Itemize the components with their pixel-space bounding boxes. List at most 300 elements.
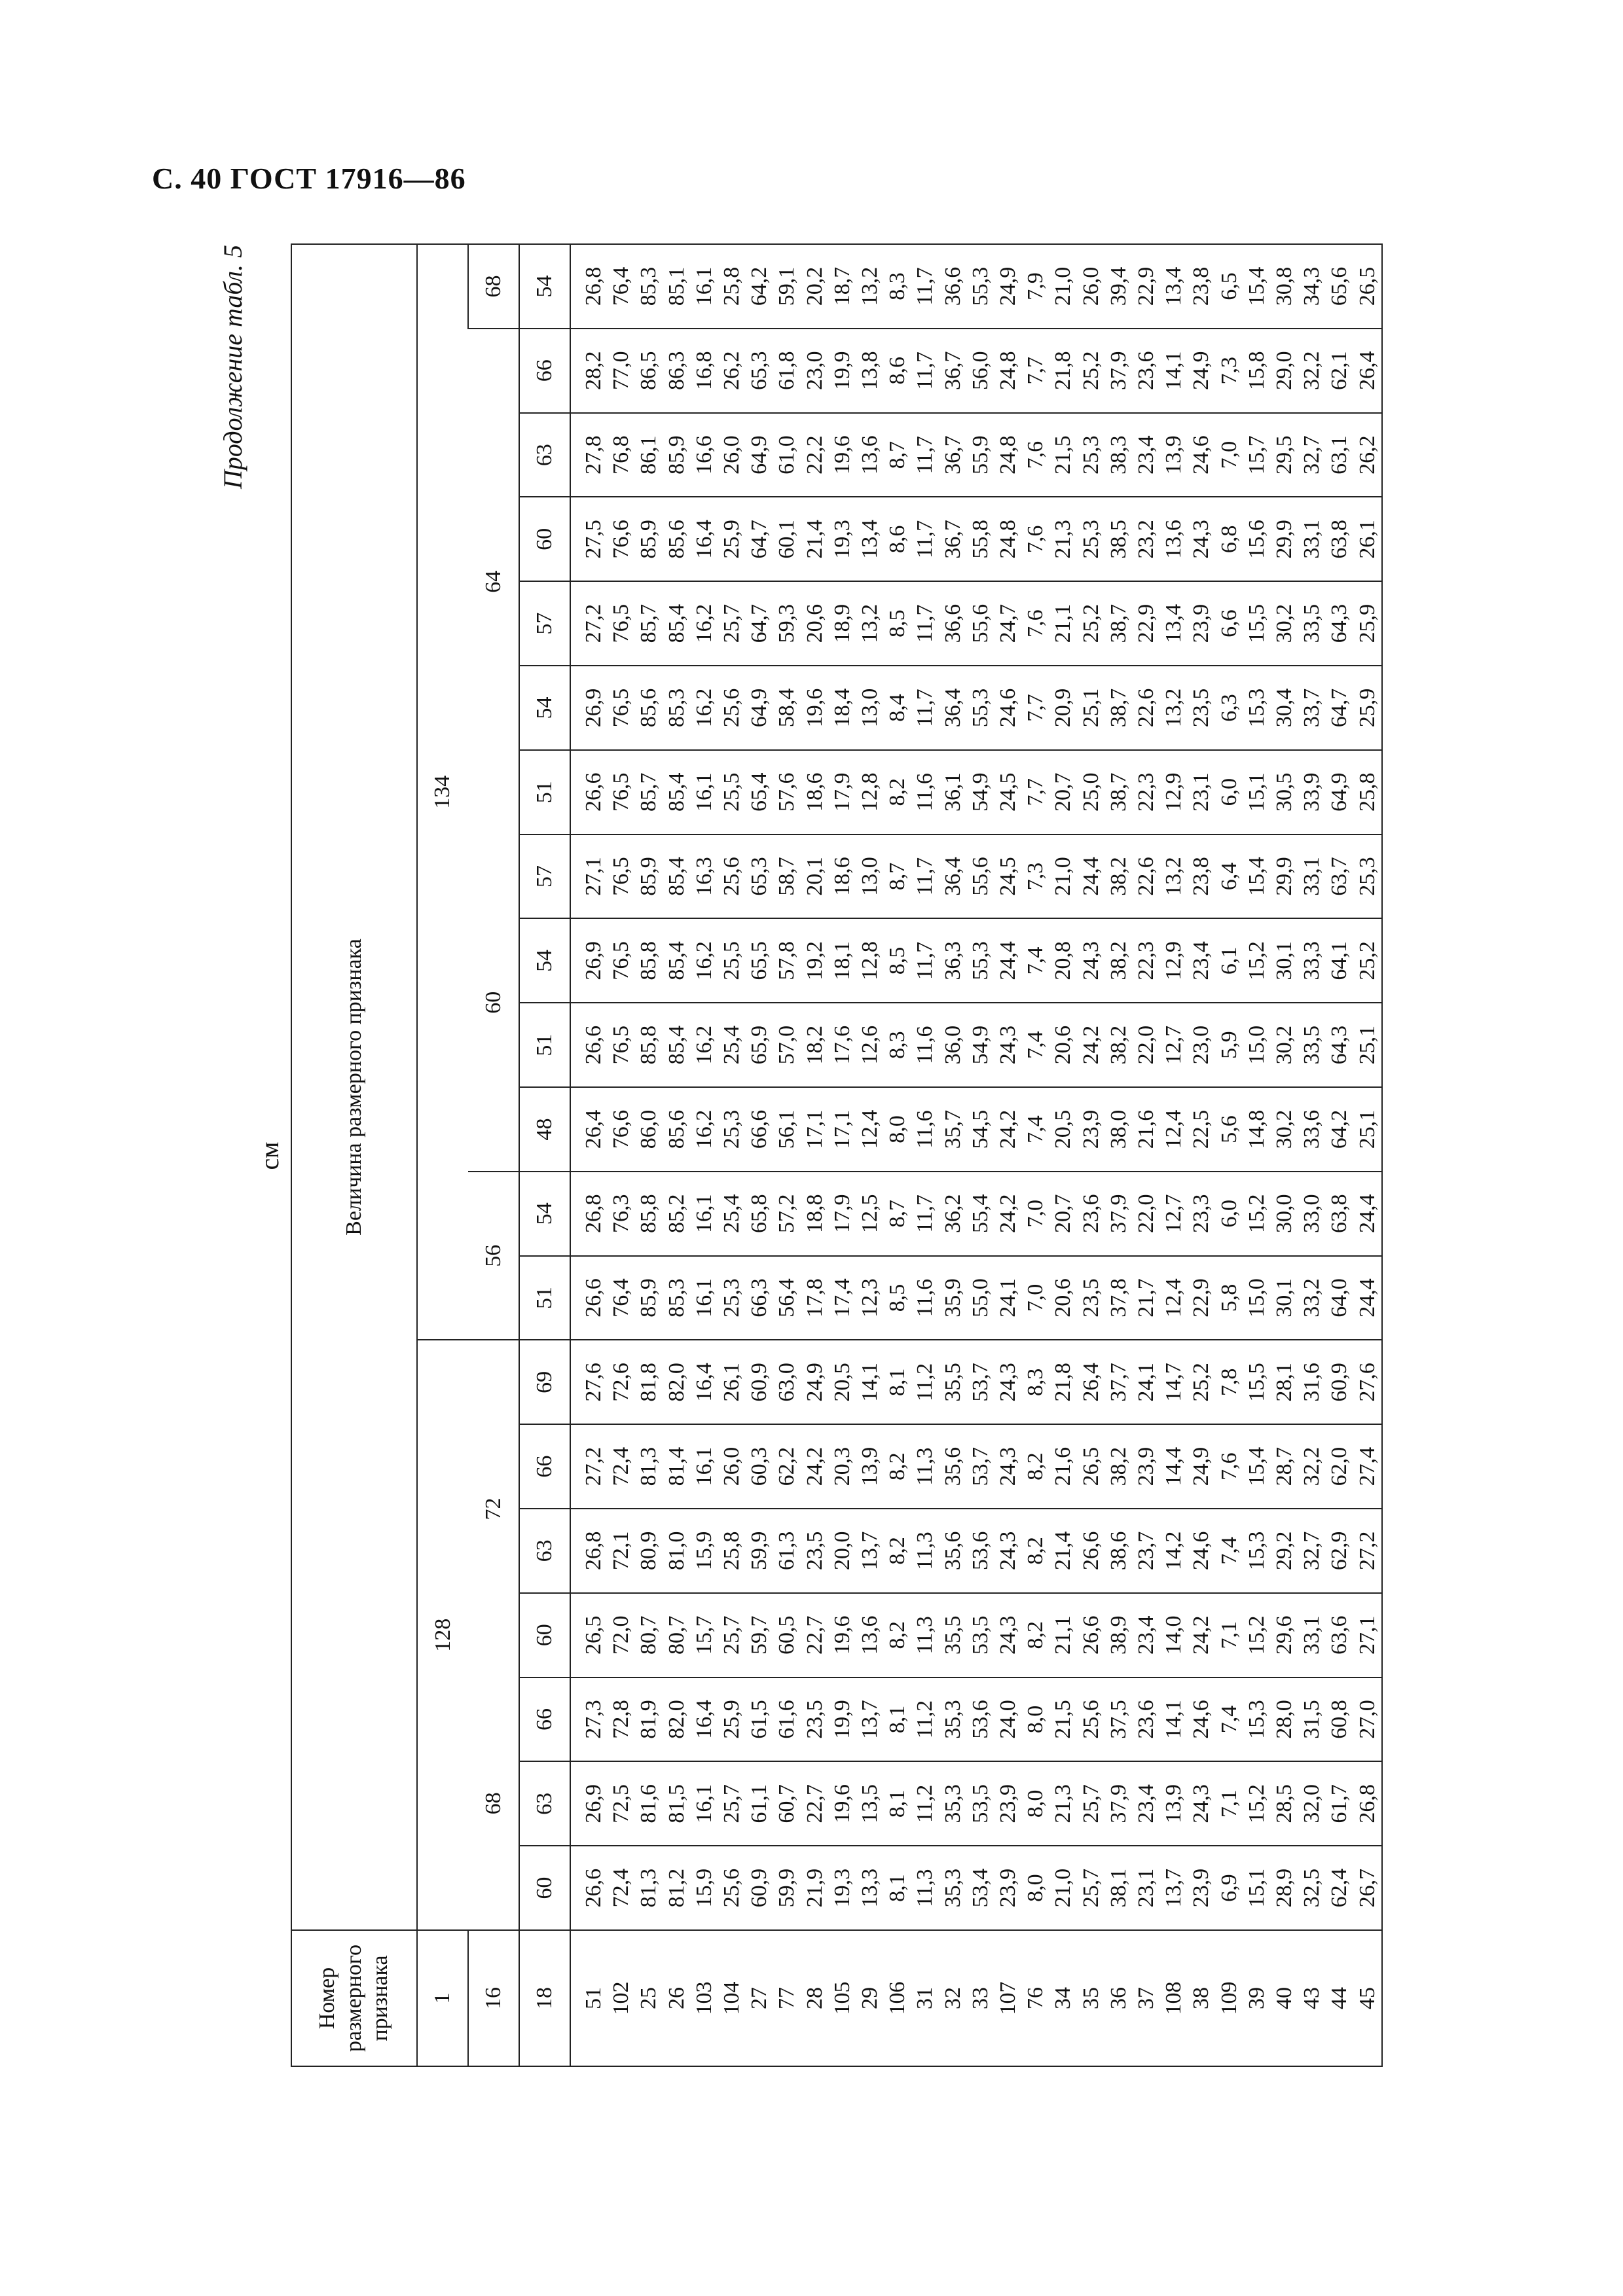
table-cell: 86,3 (664, 351, 689, 391)
table-cell: 76,4 (609, 1278, 634, 1318)
table-cell: 20,7 (1051, 1194, 1076, 1233)
row-id: 108 (1161, 1981, 1186, 2015)
table-cell: 25,7 (1078, 1784, 1103, 1823)
table-cell: 22,9 (1134, 266, 1159, 306)
table-cell: 36,7 (940, 351, 965, 391)
table-cell: 13,9 (1161, 1784, 1186, 1823)
table-cell: 23,9 (996, 1784, 1021, 1823)
table-cell: 26,4 (1355, 351, 1379, 391)
header-cell: 16 (468, 1930, 519, 2066)
table-cell: 15,1 (1244, 772, 1269, 812)
table-cell: 23,9 (996, 1868, 1021, 1908)
table-cell: 16,4 (691, 1363, 716, 1402)
table-cell: 20,0 (830, 1531, 854, 1571)
value-column (570, 1087, 1382, 1172)
table-cell: 61,7 (1327, 1784, 1352, 1823)
table-cell: 21,1 (1051, 603, 1076, 643)
table-cell: 7,4 (1023, 946, 1048, 975)
value-label: Величина размерного признака (291, 244, 417, 1930)
table-cell: 55,3 (968, 688, 993, 728)
table-cell: 66,6 (747, 1109, 772, 1149)
table-cell: 15,2 (1244, 941, 1269, 980)
table-cell: 38,0 (1106, 1109, 1131, 1149)
table-cell: 85,9 (636, 1278, 661, 1318)
table-cell: 24,4 (1355, 1194, 1379, 1233)
table-cell: 15,2 (1244, 1615, 1269, 1655)
table-cell: 28,2 (581, 351, 606, 391)
table-cell: 27,2 (581, 1446, 606, 1486)
table-cell: 22,6 (1134, 688, 1159, 728)
table-cell: 38,2 (1106, 857, 1131, 896)
table-cell: 35,6 (940, 1531, 965, 1571)
table-cell: 57,2 (775, 1194, 799, 1233)
table-cell: 35,5 (940, 1363, 965, 1402)
table-cell: 54,5 (968, 1109, 993, 1149)
table-cell: 19,9 (830, 1700, 854, 1739)
table-cell: 5,8 (1216, 1283, 1241, 1312)
table-cell: 8,2 (885, 1621, 910, 1649)
table-cell: 15,5 (1244, 1363, 1269, 1402)
table-cell: 60,9 (747, 1868, 772, 1908)
row-id: 39 (1244, 1987, 1269, 2009)
table-cell: 36,1 (940, 772, 965, 812)
table-cell: 24,6 (1189, 435, 1214, 475)
table-cell: 80,9 (636, 1531, 661, 1571)
table-cell: 24,3 (996, 1025, 1021, 1065)
table-cell: 18,9 (830, 603, 854, 643)
table-cell: 19,2 (802, 941, 827, 980)
table-cell: 15,0 (1244, 1025, 1269, 1065)
table-cell: 21,8 (1051, 1363, 1076, 1402)
row-id: 26 (664, 1987, 689, 2009)
table-cell: 26,0 (720, 435, 744, 475)
table-cell: 12,4 (858, 1109, 883, 1149)
table-cell: 8,3 (885, 272, 910, 300)
value-column (570, 1424, 1382, 1509)
table-cell: 55,0 (968, 1278, 993, 1318)
table-cell: 64,9 (747, 435, 772, 475)
table-cell: 36,6 (940, 603, 965, 643)
value-column (570, 1256, 1382, 1340)
table-cell: 32,2 (1300, 351, 1324, 391)
table-cell: 22,3 (1134, 772, 1159, 812)
table-cell: 64,3 (1327, 1025, 1352, 1065)
table-cell: 12,4 (1161, 1278, 1186, 1318)
table-cell: 16,2 (691, 688, 716, 728)
table-cell: 17,4 (830, 1278, 854, 1318)
table-cell: 82,0 (664, 1363, 689, 1402)
table-cell: 8,2 (1023, 1452, 1048, 1480)
table-cell: 81,5 (664, 1784, 689, 1823)
value-column (570, 1003, 1382, 1087)
table-cell: 63,1 (1327, 435, 1352, 475)
table-cell: 22,6 (1134, 857, 1159, 896)
column-header: 60 (519, 1593, 570, 1677)
table-cell: 57,0 (775, 1025, 799, 1065)
table-cell: 26,9 (581, 1784, 606, 1823)
table-cell: 55,6 (968, 857, 993, 896)
table-cell: 60,1 (775, 520, 799, 559)
value-column (570, 1761, 1382, 1846)
row-id: 109 (1216, 1981, 1241, 2015)
table-cell: 81,3 (636, 1446, 661, 1486)
table-cell: 26,8 (581, 266, 606, 306)
table-cell: 16,1 (691, 1446, 716, 1486)
table-cell: 17,1 (830, 1109, 854, 1149)
table-cell: 53,6 (968, 1700, 993, 1739)
table-cell: 85,3 (636, 266, 661, 306)
table-cell: 85,1 (664, 266, 689, 306)
table-cell: 15,2 (1244, 1784, 1269, 1823)
table-cell: 53,7 (968, 1446, 993, 1486)
table-cell: 14,1 (1161, 351, 1186, 391)
table-cell: 13,7 (858, 1700, 883, 1739)
table-cell: 13,8 (858, 351, 883, 391)
table-cell: 15,0 (1244, 1278, 1269, 1318)
table-cell: 24,9 (802, 1363, 827, 1402)
table-cell: 54,9 (968, 772, 993, 812)
table-cell: 28,9 (1272, 1868, 1297, 1908)
table-cell: 16,4 (691, 520, 716, 559)
table-cell: 13,2 (858, 266, 883, 306)
table-cell: 72,1 (609, 1531, 634, 1571)
table-cell: 20,1 (802, 857, 827, 896)
table-cell: 11,7 (913, 941, 938, 980)
value-column (570, 329, 1382, 413)
table-cell: 18,2 (802, 1025, 827, 1065)
table-cell: 33,0 (1300, 1194, 1324, 1233)
table-cell: 6,5 (1216, 272, 1241, 300)
table-cell: 22,2 (802, 435, 827, 475)
table-cell: 7,0 (1023, 1283, 1048, 1312)
table-cell: 24,4 (1078, 857, 1103, 896)
table-cell: 23,1 (1134, 1868, 1159, 1908)
table-cell: 24,6 (996, 688, 1021, 728)
table-cell: 8,7 (885, 440, 910, 469)
table-cell: 23,9 (1078, 1109, 1103, 1149)
table-cell: 8,7 (885, 862, 910, 891)
table-cell: 11,7 (913, 520, 938, 558)
table-cell: 76,5 (609, 941, 634, 980)
units-label: см (255, 1141, 284, 1170)
table-cell: 23,0 (1189, 1025, 1214, 1065)
table-cell: 33,5 (1300, 603, 1324, 643)
table-cell: 13,7 (1161, 1868, 1186, 1908)
table-cell: 22,9 (1134, 603, 1159, 643)
table-cell: 72,6 (609, 1363, 634, 1402)
table-cell: 8,2 (885, 1452, 910, 1480)
table-cell: 16,1 (691, 1784, 716, 1823)
row-id: 27 (747, 1987, 772, 2009)
table-cell: 11,7 (913, 267, 938, 306)
table-cell: 63,6 (1327, 1615, 1352, 1655)
table-cell: 16,1 (691, 266, 716, 306)
table-cell: 62,0 (1327, 1446, 1352, 1486)
table-cell: 60,8 (1327, 1700, 1352, 1739)
column-header: 54 (519, 1172, 570, 1256)
row-id: 32 (940, 1987, 965, 2009)
table-cell: 25,6 (720, 1868, 744, 1908)
column-header: 60 (519, 1846, 570, 1930)
table-cell: 25,7 (720, 1615, 744, 1655)
table-cell: 59,9 (775, 1868, 799, 1908)
row-id: 51 (581, 1987, 606, 2009)
table-cell: 23,5 (1189, 688, 1214, 728)
table-cell: 23,0 (802, 351, 827, 391)
table-cell: 14,1 (858, 1363, 883, 1402)
row-id: 102 (609, 1981, 634, 2015)
table-cell: 33,6 (1300, 1109, 1324, 1149)
header-cell: 1 (417, 1930, 468, 2066)
table-cell: 36,4 (940, 857, 965, 896)
table-cell: 21,6 (1051, 1446, 1076, 1486)
table-cell: 25,9 (1355, 603, 1379, 643)
row-id: 105 (830, 1981, 854, 2015)
table-cell: 13,6 (858, 435, 883, 475)
table-cell: 8,4 (885, 694, 910, 722)
table-cell: 18,6 (802, 772, 827, 812)
table-cell: 26,5 (1355, 266, 1379, 306)
table-cell: 8,5 (885, 609, 910, 637)
table-cell: 14,8 (1244, 1109, 1269, 1149)
table-cell: 24,3 (1189, 1784, 1214, 1823)
table-cell: 6,3 (1216, 694, 1241, 722)
table-cell: 18,6 (830, 857, 854, 896)
table-cell: 7,8 (1216, 1368, 1241, 1397)
column-header: 60 (519, 497, 570, 581)
table-cell: 72,4 (609, 1868, 634, 1908)
table-cell: 19,6 (830, 1784, 854, 1823)
table-cell: 5,9 (1216, 1031, 1241, 1059)
table-cell: 23,8 (1189, 857, 1214, 896)
table-cell: 17,1 (802, 1109, 827, 1149)
table-cell: 17,9 (830, 1194, 854, 1233)
table-cell: 23,6 (1134, 1700, 1159, 1739)
table-cell: 22,7 (802, 1615, 827, 1655)
table-cell: 24,5 (996, 857, 1021, 896)
table-cell: 11,2 (913, 1363, 938, 1401)
column-header: 66 (519, 1677, 570, 1762)
table-cell: 13,0 (858, 857, 883, 896)
table-cell: 53,5 (968, 1784, 993, 1823)
table-cell: 86,0 (636, 1109, 661, 1149)
table-cell: 38,7 (1106, 772, 1131, 812)
table-cell: 24,9 (996, 266, 1021, 306)
value-column (570, 1509, 1382, 1593)
table-cell: 17,9 (830, 772, 854, 812)
table-cell: 61,5 (747, 1700, 772, 1739)
table-cell: 16,1 (691, 1278, 716, 1318)
table-cell: 8,3 (885, 1031, 910, 1059)
table-cell: 26,6 (581, 772, 606, 812)
table-cell: 86,1 (636, 435, 661, 475)
table-cell: 24,3 (996, 1615, 1021, 1655)
table-cell: 80,7 (636, 1615, 661, 1655)
table-cell: 26,6 (1078, 1615, 1103, 1655)
table-cell: 32,5 (1300, 1868, 1324, 1908)
table-cell: 15,3 (1244, 1531, 1269, 1571)
row-id: 43 (1300, 1987, 1324, 2009)
row-id: 35 (1078, 1987, 1103, 2009)
table-cell: 14,0 (1161, 1615, 1186, 1655)
table-cell: 24,9 (1189, 351, 1214, 391)
table-cell: 7,0 (1023, 1199, 1048, 1228)
table-cell: 32,0 (1300, 1784, 1324, 1823)
table-cell: 59,7 (747, 1615, 772, 1655)
table-cell: 55,3 (968, 941, 993, 980)
table-cell: 12,3 (858, 1278, 883, 1318)
row-id: 38 (1189, 1987, 1214, 2009)
table-cell: 29,6 (1272, 1615, 1297, 1655)
table-cell: 66,3 (747, 1278, 772, 1318)
table-cell: 25,8 (720, 1531, 744, 1571)
table-cell: 76,5 (609, 688, 634, 728)
table-cell: 81,6 (636, 1784, 661, 1823)
table-cell: 16,1 (691, 1194, 716, 1233)
table-cell: 38,2 (1106, 1446, 1131, 1486)
table-cell: 23,8 (1189, 266, 1214, 306)
table-cell: 7,4 (1216, 1705, 1241, 1734)
table-cell: 24,5 (996, 772, 1021, 812)
table-caption: Продолжение табл. 5 (218, 245, 247, 490)
table-cell: 23,6 (1078, 1194, 1103, 1233)
row-id: 36 (1106, 1987, 1131, 2009)
row-id: 25 (636, 1987, 661, 2009)
table-cell: 37,9 (1106, 1784, 1131, 1823)
table-cell: 29,2 (1272, 1531, 1297, 1571)
table-cell: 85,9 (636, 520, 661, 559)
table-cell: 13,0 (858, 688, 883, 728)
table-cell: 24,2 (802, 1446, 827, 1486)
table-cell: 26,6 (581, 1868, 606, 1908)
column-header: 69 (519, 1340, 570, 1424)
table-cell: 11,7 (913, 857, 938, 896)
table-cell: 25,8 (720, 266, 744, 306)
table-cell: 58,4 (775, 688, 799, 728)
table-cell: 8,6 (885, 525, 910, 554)
column-header: 63 (519, 1761, 570, 1846)
table-cell: 7,7 (1023, 778, 1048, 806)
table-cell: 85,8 (636, 1025, 661, 1065)
row-id: 44 (1327, 1987, 1352, 2009)
table-cell: 24,3 (996, 1363, 1021, 1402)
table-cell: 6,0 (1216, 1199, 1241, 1228)
table-cell: 60,5 (775, 1615, 799, 1655)
table-cell: 26,5 (581, 1615, 606, 1655)
table-cell: 31,5 (1300, 1700, 1324, 1739)
table-cell: 25,4 (720, 1194, 744, 1233)
table-cell: 26,2 (720, 351, 744, 391)
table-cell: 13,2 (1161, 688, 1186, 728)
table-cell: 26,8 (581, 1531, 606, 1571)
table-cell: 21,0 (1051, 857, 1076, 896)
table-cell: 24,8 (996, 351, 1021, 391)
column-header: 57 (519, 581, 570, 666)
column-header: 63 (519, 1509, 570, 1593)
table-cell: 34,3 (1300, 266, 1324, 306)
table-cell: 64,3 (1327, 603, 1352, 643)
table-cell: 16,2 (691, 1025, 716, 1065)
table-cell: 11,6 (913, 1026, 938, 1064)
table-cell: 37,9 (1106, 351, 1131, 391)
table-cell: 55,4 (968, 1194, 993, 1233)
table-cell: 76,5 (609, 603, 634, 643)
table-cell: 11,3 (913, 1447, 938, 1486)
table-cell: 23,3 (1189, 1194, 1214, 1233)
table-cell: 7,9 (1023, 272, 1048, 300)
table-cell: 25,7 (1078, 1868, 1103, 1908)
table-cell: 15,3 (1244, 1700, 1269, 1739)
table-cell: 11,6 (913, 1110, 938, 1149)
row-id: 31 (913, 1987, 938, 2009)
table-cell: 85,6 (664, 1109, 689, 1149)
table-cell: 36,0 (940, 1025, 965, 1065)
table-cell: 8,6 (885, 357, 910, 385)
table-cell: 81,3 (636, 1868, 661, 1908)
table-cell: 25,1 (1355, 1109, 1379, 1149)
table-cell: 7,1 (1216, 1789, 1241, 1818)
table-cell: 61,1 (747, 1784, 772, 1823)
table-cell: 19,6 (802, 688, 827, 728)
table-cell: 72,4 (609, 1446, 634, 1486)
table-cell: 24,1 (996, 1278, 1021, 1318)
table-cell: 54,9 (968, 1025, 993, 1065)
table-cell: 33,9 (1300, 772, 1324, 812)
table-cell: 13,4 (1161, 603, 1186, 643)
table-cell: 65,3 (747, 857, 772, 896)
table-cell: 24,0 (996, 1700, 1021, 1739)
id-column (570, 1930, 1382, 2066)
table-cell: 63,7 (1327, 857, 1352, 896)
table-cell: 13,4 (858, 520, 883, 559)
table-cell: 36,4 (940, 688, 965, 728)
table-cell: 30,4 (1272, 688, 1297, 728)
table-cell: 85,4 (664, 603, 689, 643)
table-cell: 8,0 (1023, 1874, 1048, 1902)
table-cell: 24,3 (1189, 520, 1214, 559)
table-cell: 11,7 (913, 689, 938, 727)
table-cell: 36,6 (940, 266, 965, 306)
table-cell: 56,1 (775, 1109, 799, 1149)
table-cell: 36,7 (940, 520, 965, 559)
table-cell: 35,9 (940, 1278, 965, 1318)
table-cell: 7,6 (1216, 1452, 1241, 1480)
table-cell: 20,8 (1051, 941, 1076, 980)
table-cell: 20,6 (1051, 1278, 1076, 1318)
table-cell: 21,3 (1051, 1784, 1076, 1823)
row-id: 28 (802, 1987, 827, 2009)
table-cell: 12,9 (1161, 941, 1186, 980)
table-cell: 25,3 (1078, 520, 1103, 559)
table-cell: 21,1 (1051, 1615, 1076, 1655)
table-cell: 61,6 (775, 1700, 799, 1739)
table-cell: 64,9 (1327, 772, 1352, 812)
table-cell: 36,2 (940, 1194, 965, 1233)
table-cell: 21,6 (1134, 1109, 1159, 1149)
table-cell: 23,5 (1078, 1278, 1103, 1318)
row-id: 76 (1023, 1987, 1048, 2009)
table-cell: 35,3 (940, 1784, 965, 1823)
subgroup-header: 64 (468, 329, 519, 834)
table-cell: 33,1 (1300, 520, 1324, 559)
table-cell: 85,2 (664, 1194, 689, 1233)
table-cell: 11,3 (913, 1616, 938, 1655)
table-cell: 16,2 (691, 1109, 716, 1149)
table-cell: 14,1 (1161, 1700, 1186, 1739)
table-cell: 32,7 (1300, 1531, 1324, 1571)
column-header: 63 (519, 413, 570, 497)
table-cell: 24,6 (1189, 1700, 1214, 1739)
